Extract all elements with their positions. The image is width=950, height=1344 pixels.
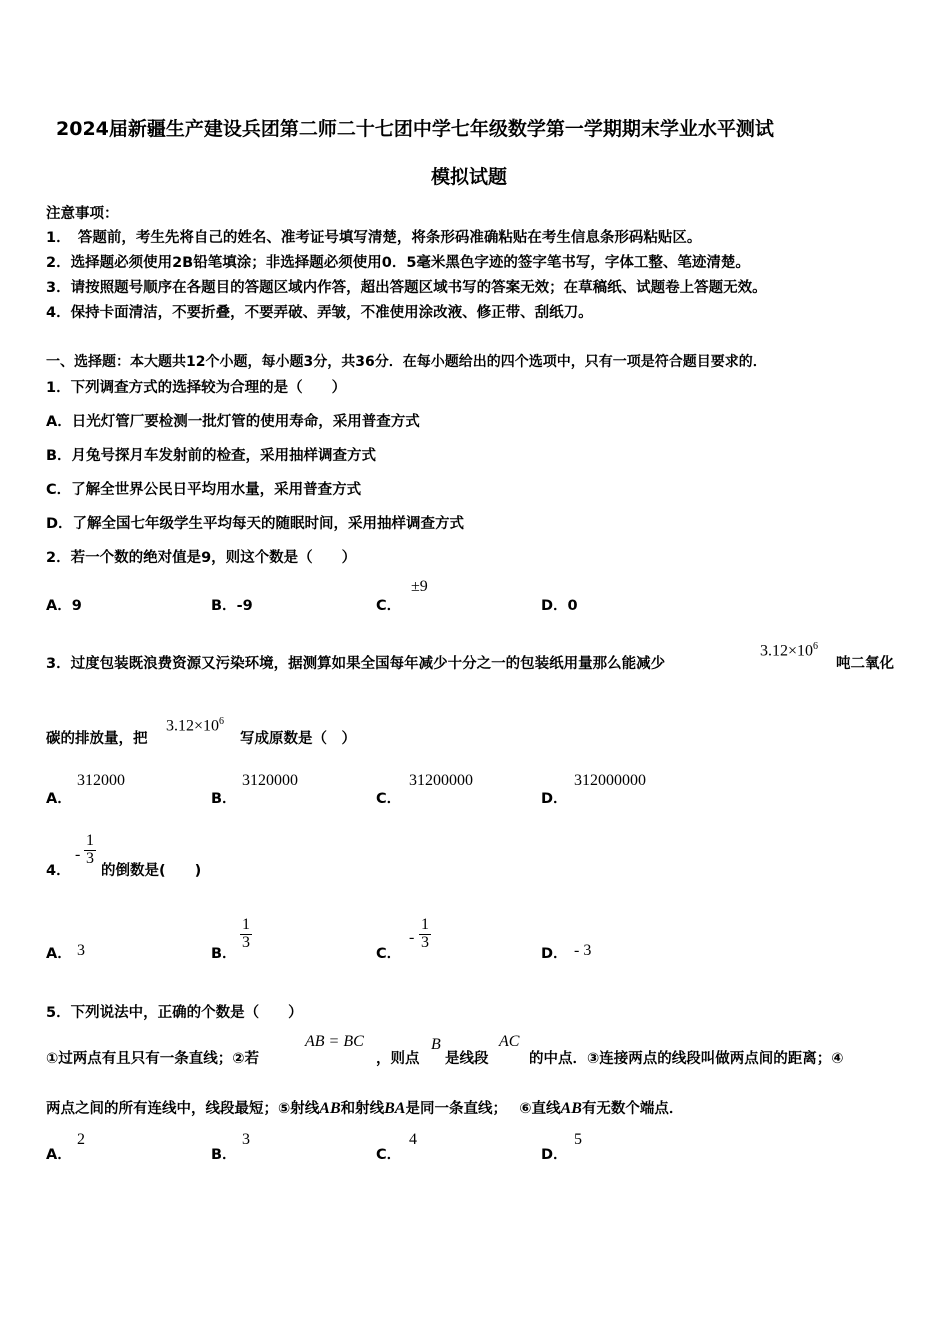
fraction-denominator: 3 xyxy=(421,933,429,951)
fraction-denominator: 3 xyxy=(242,933,250,951)
fraction xyxy=(240,917,252,952)
text-segment: 和射线 xyxy=(340,1101,385,1117)
question-4-number: 4． xyxy=(46,863,71,879)
minus-sign: - xyxy=(409,929,415,946)
question-3-option-c-label: C． xyxy=(376,791,402,807)
question-5-option-c-value: 4 xyxy=(409,1131,417,1148)
question-1-option-d: D．了解全国七年级学生平均每天的随眠时间，采用抽样调查方式 xyxy=(46,516,465,532)
question-5-stem: 5．下列说法中，正确的个数是（ ） xyxy=(46,1005,303,1021)
question-2-option-b xyxy=(211,594,253,615)
question-5-option-c-label: C． xyxy=(376,1147,402,1163)
question-1-option-a: A．日光灯管厂要检测一批灯管的使用寿命，采用普查方式 xyxy=(46,414,420,430)
math-variable: BA xyxy=(384,1100,406,1117)
scientific-notation xyxy=(166,716,224,735)
question-4-option-a-value: 3 xyxy=(77,942,85,959)
question-4-option-d-label: D． xyxy=(541,946,568,962)
scientific-notation xyxy=(760,641,818,660)
question-4-option-d-value: - 3 xyxy=(574,942,592,959)
question-3-option-c-value: 31200000 xyxy=(409,772,473,789)
text-segment: 是同一条直线； ⑥直线 xyxy=(405,1101,561,1117)
question-2-stem: 2．若一个数的绝对值是9，则这个数是（ ） xyxy=(46,550,357,566)
sci-times: ×10 xyxy=(788,642,814,660)
sci-base: 3.12 xyxy=(760,642,788,660)
question-3-stem-end: 吨二氧化 xyxy=(836,656,894,672)
question-3-option-d-label: D． xyxy=(541,791,568,807)
question-4-option-a-label: A． xyxy=(46,946,72,962)
question-5-option-a-value: 2 xyxy=(77,1131,85,1148)
question-3-option-a-value: 312000 xyxy=(77,772,125,789)
question-5-line1-c: 是线段 xyxy=(445,1051,489,1067)
question-5-option-b-label: B． xyxy=(211,1147,237,1163)
question-1-option-b: B．月兔号探月车发射前的检查，采用抽样调查方式 xyxy=(46,448,377,464)
option-value: -9 xyxy=(236,598,253,614)
question-2-option-a xyxy=(46,594,82,615)
notice-item: 4．保持卡面清洁，不要折叠，不要弄破、弄皱，不准使用涂改液、修正带、刮纸刀。 xyxy=(46,305,593,321)
fraction xyxy=(84,833,96,868)
question-5-option-a-label: A． xyxy=(46,1147,72,1163)
question-3-option-d-value: 312000000 xyxy=(574,772,646,789)
notice-item: 1． 答题前，考生先将自己的姓名、准考证号填写清楚，将条形码准确粘贴在考生信息条形码粘贴区。 xyxy=(46,230,702,246)
math-variable: B xyxy=(431,1036,441,1053)
page-title: 2024届新疆生产建设兵团第二师二十七团中学七年级数学第一学期期末学业水平测试 xyxy=(56,118,774,140)
question-2-option-c-label: C． xyxy=(376,598,402,614)
fraction-numerator: 1 xyxy=(242,916,250,933)
question-3-option-a-label: A． xyxy=(46,791,72,807)
option-label: B． xyxy=(211,598,237,614)
math-variable: AC xyxy=(499,1033,520,1050)
question-2-option-d xyxy=(541,594,578,615)
question-5-option-d-label: D． xyxy=(541,1147,568,1163)
option-value: 0 xyxy=(567,598,578,614)
question-3-stem: 3．过度包装既浪费资源又污染环境，据测算如果全国每年减少十分之一的包装纸用量那么能减少 xyxy=(46,656,666,672)
fraction-numerator: 1 xyxy=(86,832,94,849)
question-5-line1-b: ，则点 xyxy=(376,1051,420,1067)
question-1-stem: 1．下列调查方式的选择较为合理的是（ ） xyxy=(46,380,347,396)
option-value: 9 xyxy=(71,598,82,614)
text-segment: 有无数个端点． xyxy=(581,1101,684,1117)
question-3-line2-end: 写成原数是（ ） xyxy=(240,731,356,747)
question-3-option-b-label: B． xyxy=(211,791,237,807)
notice-item: 3．请按照题号顺序在各题目的答题区域内作答，超出答题区域书写的答案无效；在草稿纸、试题卷上答题无效。 xyxy=(46,280,767,296)
option-label: D． xyxy=(541,598,568,614)
sci-base: 3.12 xyxy=(166,717,194,735)
minus-sign: - xyxy=(75,846,81,863)
question-4-option-c-label: C． xyxy=(376,946,402,962)
question-2-option-c-value: ±9 xyxy=(411,578,428,595)
question-5-line1-d: 的中点．③连接两点的线段叫做两点间的距离；④ xyxy=(529,1051,844,1067)
notice-item: 2．选择题必须使用2B铅笔填涂；非选择题必须使用0．5毫米黑色字迹的签字笔书写，字体工整、笔迹清楚。 xyxy=(46,255,750,271)
question-4-stem: 的倒数是( ) xyxy=(101,863,202,879)
fraction xyxy=(419,917,431,952)
sci-exponent: 6 xyxy=(219,716,225,727)
question-3-line2: 碳的排放量，把 xyxy=(46,731,148,747)
question-3-option-b-value: 3120000 xyxy=(242,772,298,789)
sci-times: ×10 xyxy=(194,717,220,735)
page-title-line2: 模拟试题 xyxy=(431,166,508,188)
fraction-denominator: 3 xyxy=(86,849,94,867)
option-label: A． xyxy=(46,598,72,614)
question-5-option-d-value: 5 xyxy=(574,1131,582,1148)
question-4-option-b-label: B． xyxy=(211,946,237,962)
notice-heading: 注意事项： xyxy=(46,206,119,222)
section-heading: 一、选择题：本大题共12个小题，每小题3分，共36分．在每小题给出的四个选项中，只有一项是符合题目要求的． xyxy=(46,354,767,370)
question-1-option-c: C．了解全世界公民日平均用水量，采用普查方式 xyxy=(46,482,362,498)
math-variable: AB xyxy=(560,1100,582,1117)
text-segment: 两点之间的所有连线中，线段最短；⑤射线 xyxy=(46,1101,320,1117)
math-variable: AB xyxy=(319,1100,341,1117)
math-expression: AB = BC xyxy=(305,1033,364,1050)
question-5-option-b-value: 3 xyxy=(242,1131,250,1148)
fraction-numerator: 1 xyxy=(421,916,429,933)
question-5-line2 xyxy=(46,1097,683,1118)
question-5-line1-a: ①过两点有且只有一条直线；②若 xyxy=(46,1051,260,1067)
sci-exponent: 6 xyxy=(813,641,819,652)
